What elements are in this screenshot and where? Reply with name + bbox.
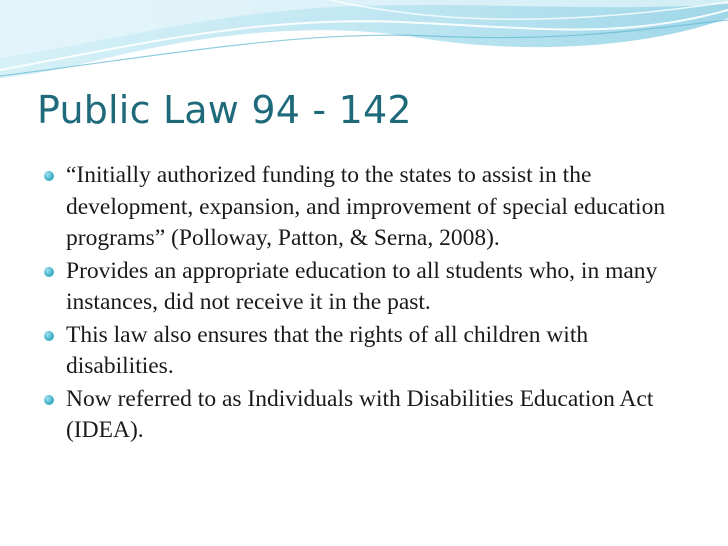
bullet-text: Provides an appropriate education to all students who, in many instances, did not receive it in the past. [66, 257, 658, 315]
bullet-list [44, 160, 684, 448]
bullet-text: “Initially authorized funding to the states to assist in the development, expansion, and improvement of special education programs” (Polloway, Patton, & Serna, 2008). [66, 162, 666, 251]
bullet-text: Now referred to as Individuals with Disabilities Education Act (IDEA). [66, 385, 654, 443]
bullet-item [44, 256, 684, 319]
bullet-icon [44, 331, 54, 341]
bullet-icon [44, 171, 54, 181]
bullet-text: This law also ensures that the rights of all children with disabilities. [66, 321, 589, 379]
bullet-icon [44, 267, 54, 277]
bullet-item [44, 320, 684, 383]
slide-title: Public Law 94 - 142 [37, 88, 412, 132]
header-wave-decoration [0, 0, 728, 80]
bullet-item [44, 160, 684, 255]
bullet-item [44, 384, 684, 447]
bullet-icon [44, 395, 54, 405]
